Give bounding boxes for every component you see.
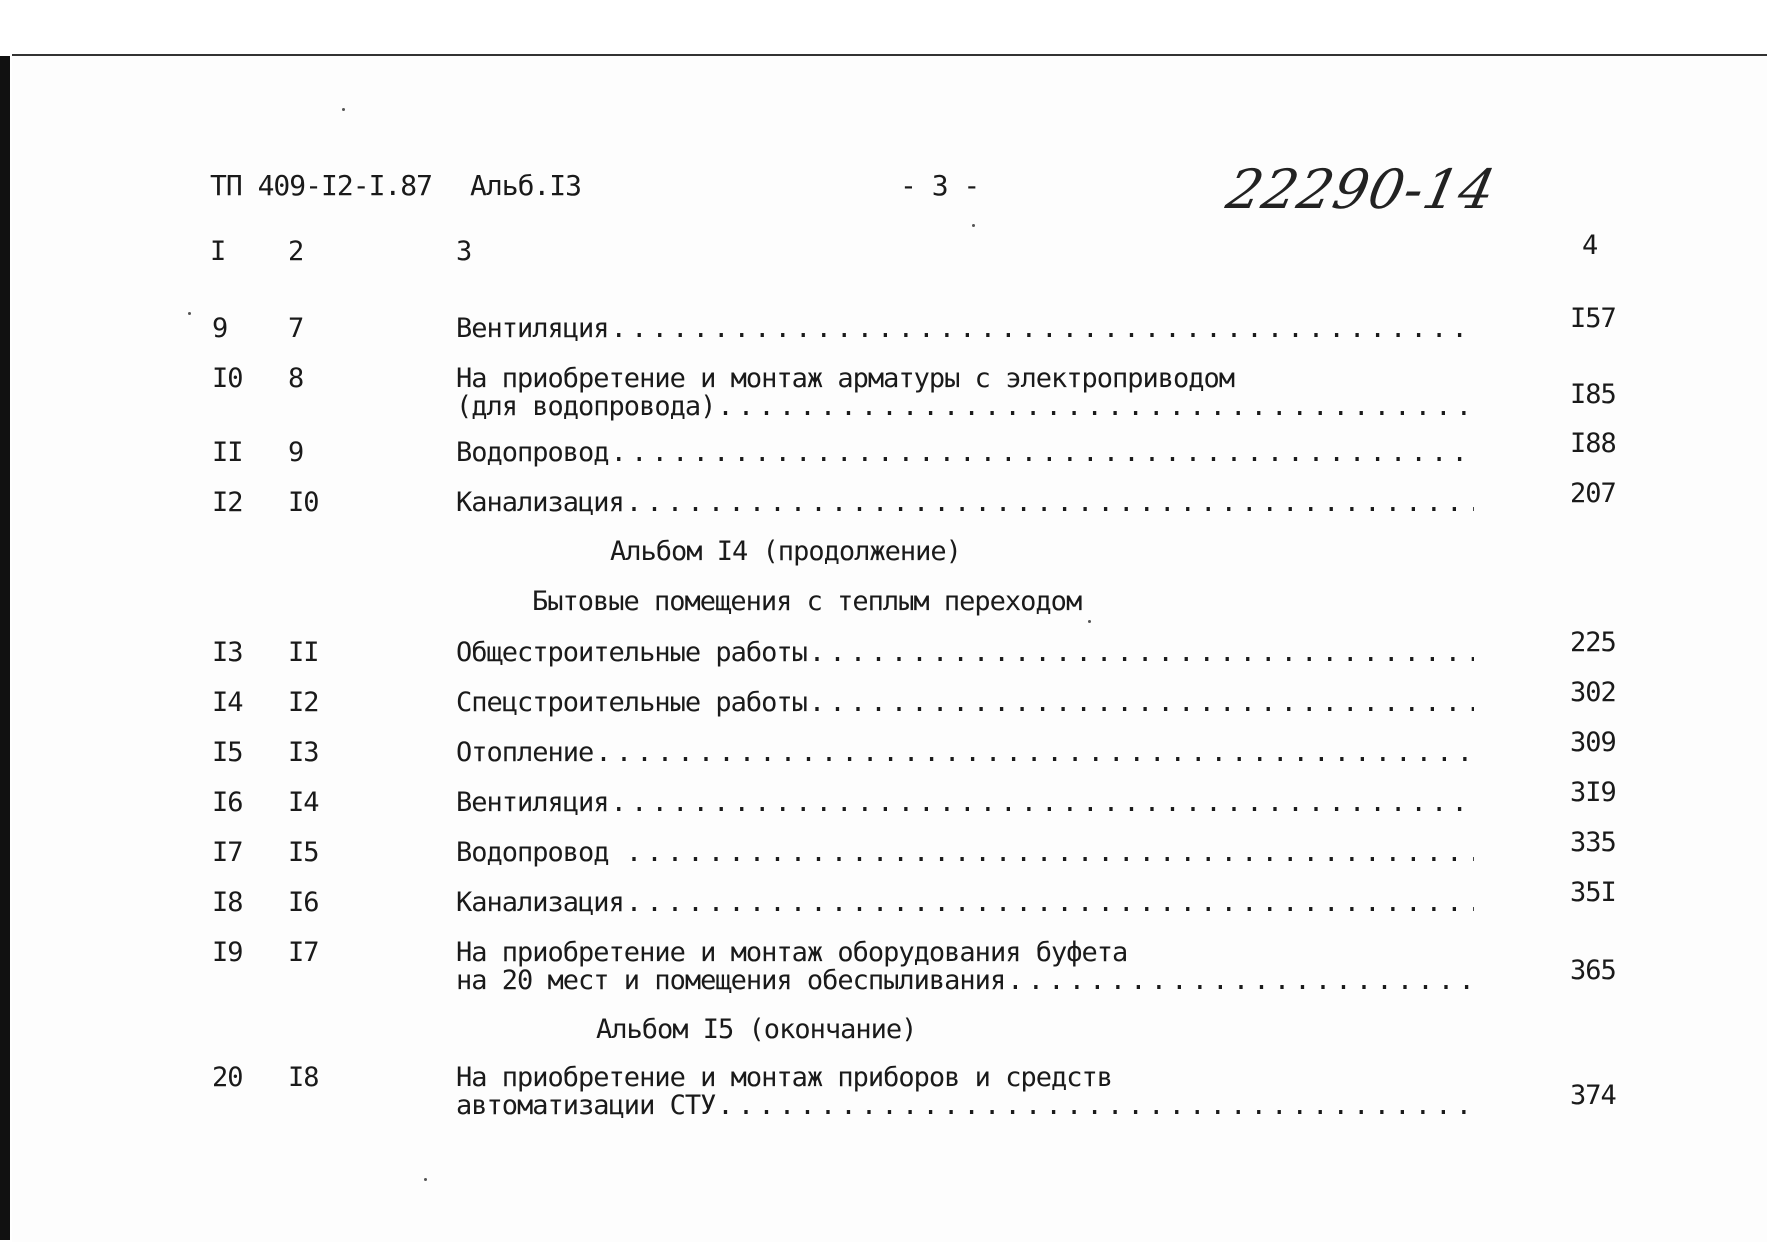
page-number: - 3 - <box>900 169 980 202</box>
handwritten-stamp: 22290-14 <box>1221 158 1502 221</box>
row-title <box>456 363 1474 422</box>
page-ref: 302 <box>1570 677 1616 708</box>
row-number: I4 <box>212 687 243 718</box>
row-title <box>456 437 1474 468</box>
estimate-number: 8 <box>288 363 304 394</box>
page-ref: 225 <box>1570 627 1616 658</box>
page-ref: I57 <box>1570 303 1616 334</box>
estimate-number: I8 <box>288 1062 319 1093</box>
row-title-line: Канализация <box>456 487 624 518</box>
row-title-line: На приобретение и монтаж арматуры с электроприводом <box>456 363 1235 394</box>
row-number: II <box>212 437 243 468</box>
row-number: 20 <box>212 1062 243 1093</box>
row-title-line: На приобретение и монтаж оборудования буфета <box>456 937 1128 968</box>
doc-code: ТП 409-I2-I.87 <box>210 169 433 202</box>
dot-leader <box>611 437 1474 468</box>
estimate-number: I4 <box>288 787 319 818</box>
estimate-number: I7 <box>288 937 319 968</box>
row-number: I9 <box>212 937 243 968</box>
row-number: 9 <box>212 313 228 344</box>
estimate-number: II <box>288 637 319 668</box>
row-title-line: Водопровод <box>456 837 624 868</box>
estimate-number: 9 <box>288 437 304 468</box>
row-title <box>456 687 1474 718</box>
page-ref: I85 <box>1570 379 1616 410</box>
page-ref: I88 <box>1570 428 1616 459</box>
dot-leader <box>717 391 1474 422</box>
row-title-line: Спецстроительные работы <box>456 687 807 718</box>
row-number: I3 <box>212 637 243 668</box>
row-title-line: Водопровод <box>456 437 609 468</box>
row-title <box>456 837 1474 868</box>
dot-leader <box>809 687 1474 718</box>
estimate-number: 7 <box>288 313 304 344</box>
scan-edge <box>0 56 10 1240</box>
section-heading-album15: Альбом I5 (окончание) <box>596 1014 917 1045</box>
row-title-line: Вентиляция <box>456 313 609 344</box>
row-title-line: на 20 мест и помещения обеспыливания <box>456 965 1006 996</box>
dot-leader <box>1007 965 1474 996</box>
row-number: I5 <box>212 737 243 768</box>
page-ref: 3I9 <box>1570 777 1616 808</box>
row-number: I2 <box>212 487 243 518</box>
row-number: I6 <box>212 787 243 818</box>
section-subheading: Бытовые помещения с теплым переходом <box>532 586 1082 617</box>
row-title-line: автоматизации СТУ <box>456 1090 716 1121</box>
row-title <box>456 313 1474 344</box>
estimate-number: I3 <box>288 737 319 768</box>
row-number: I7 <box>212 837 243 868</box>
row-number: I0 <box>212 363 243 394</box>
page-ref: 374 <box>1570 1080 1616 1111</box>
page-ref: 365 <box>1570 955 1616 986</box>
dot-leader <box>626 887 1474 918</box>
page-ref: 335 <box>1570 827 1616 858</box>
row-title-line: Общестроительные работы <box>456 637 807 668</box>
row-title <box>456 487 1474 518</box>
scan-speck <box>424 1178 427 1181</box>
dot-leader <box>717 1090 1474 1121</box>
page-ref: 35I <box>1570 877 1616 908</box>
dot-leader <box>611 787 1474 818</box>
dot-leader <box>595 737 1474 768</box>
page-ref: 207 <box>1570 478 1616 509</box>
row-title <box>456 887 1474 918</box>
row-title-line: Отопление <box>456 737 594 768</box>
column-header-4: 4 <box>1582 230 1598 261</box>
dot-leader <box>809 637 1474 668</box>
dot-leader <box>626 487 1474 518</box>
estimate-number: I6 <box>288 887 319 918</box>
row-title-line: (для водопровода) <box>456 391 716 422</box>
estimate-number: I5 <box>288 837 319 868</box>
album-label: Альб.I3 <box>470 169 582 202</box>
scan-speck <box>972 224 975 227</box>
estimate-number: I2 <box>288 687 319 718</box>
row-title <box>456 937 1474 996</box>
row-number: I8 <box>212 887 243 918</box>
row-title <box>456 737 1474 768</box>
dot-leader <box>611 313 1474 344</box>
dot-leader <box>626 837 1474 868</box>
row-title <box>456 637 1474 668</box>
page-ref: 309 <box>1570 727 1616 758</box>
section-heading-album14: Альбом I4 (продолжение) <box>610 536 961 567</box>
row-title <box>456 787 1474 818</box>
row-title-line: Канализация <box>456 887 624 918</box>
row-title-line: Вентиляция <box>456 787 609 818</box>
row-title-line: На приобретение и монтаж приборов и средств <box>456 1062 1112 1093</box>
scan-speck <box>342 108 345 111</box>
column-header-2: 2 <box>288 236 304 267</box>
column-header-3: 3 <box>456 236 472 267</box>
row-title <box>456 1062 1474 1121</box>
column-header-1: I <box>210 236 226 267</box>
scan-speck <box>188 312 191 315</box>
estimate-number: I0 <box>288 487 319 518</box>
scan-speck <box>1088 620 1091 623</box>
